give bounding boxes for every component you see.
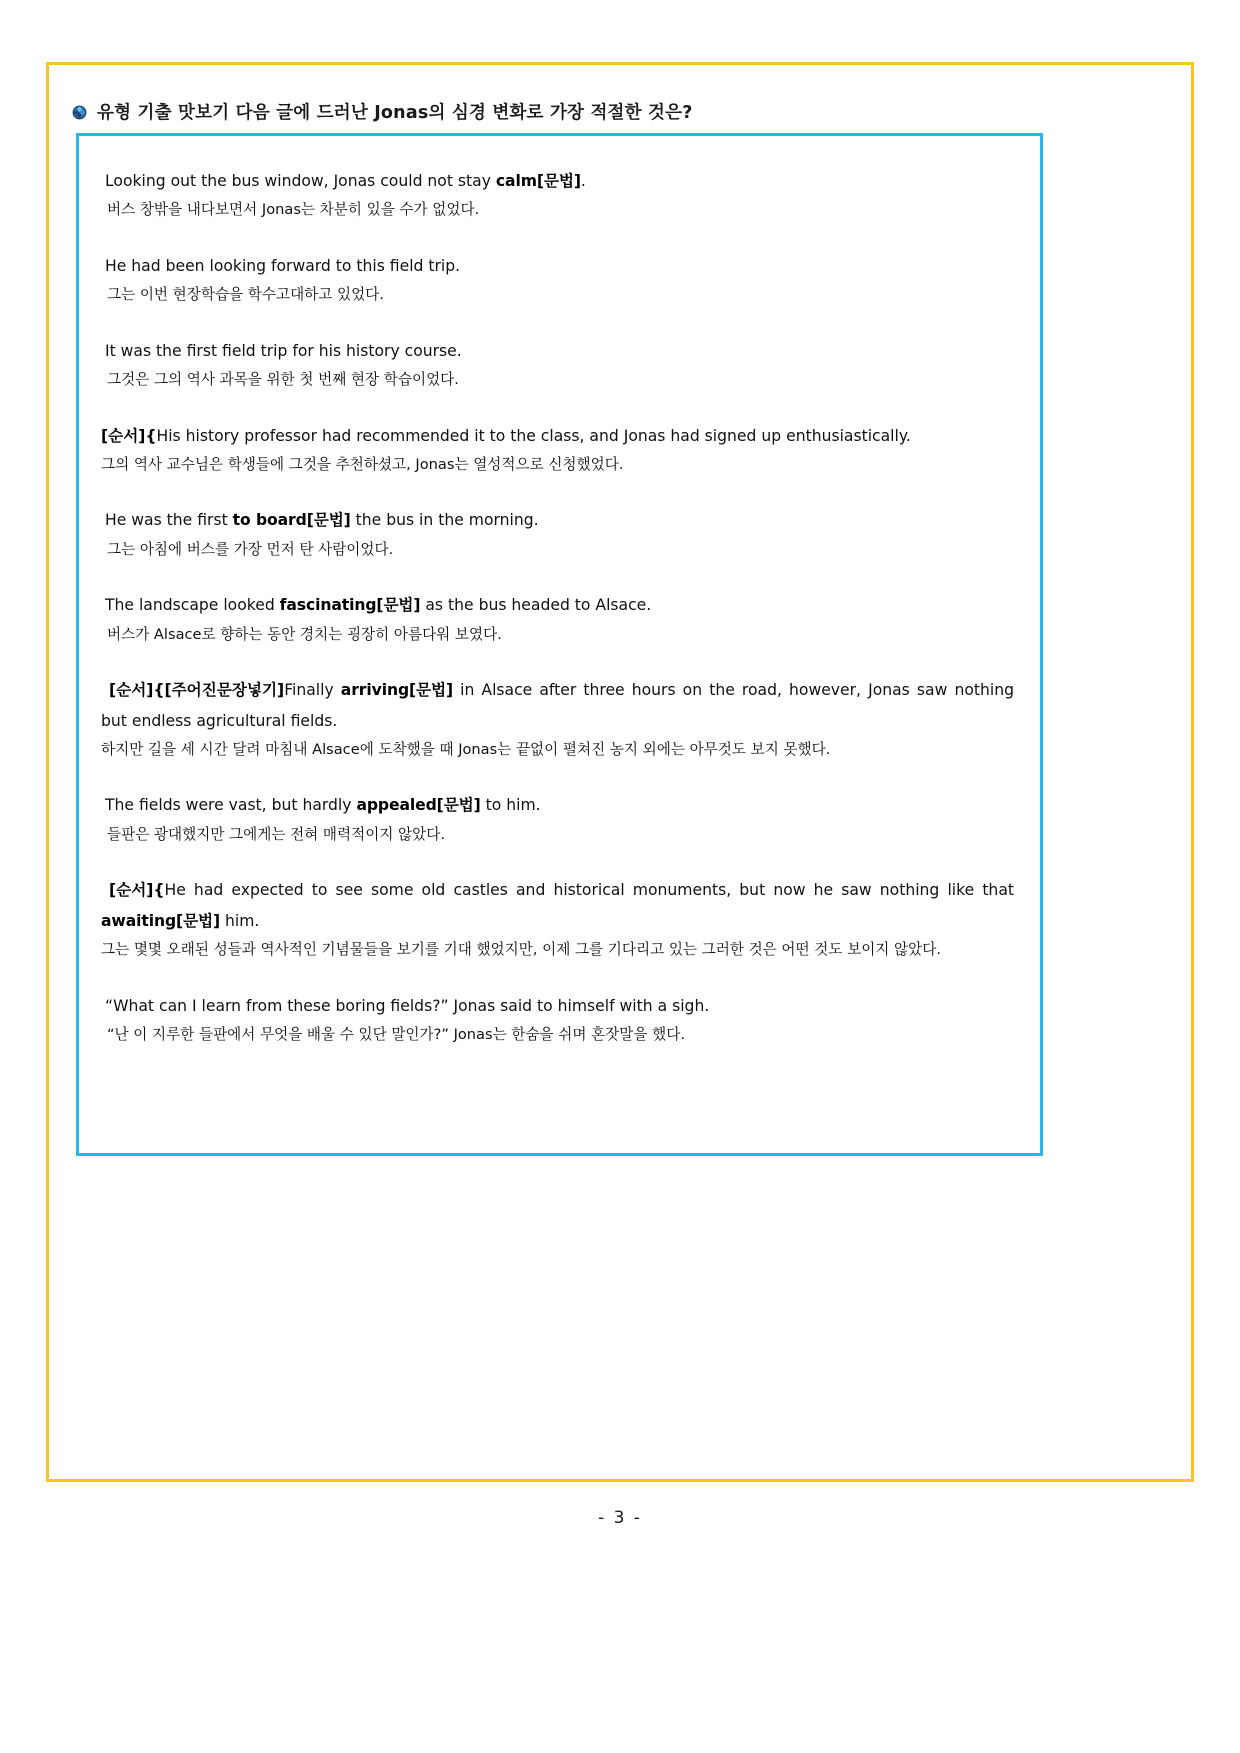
passage-paragraph [101, 590, 1014, 649]
grammar-keyword: appealed[문법] [356, 796, 481, 815]
page-number: - 3 - [598, 1508, 642, 1528]
paragraph-english [101, 166, 1014, 196]
paragraph-english [101, 336, 1014, 366]
english-pre: “What can I learn from these boring fields?” Jonas said to himself with a sigh. [105, 996, 710, 1015]
paragraph-korean: 그는 몇몇 오래된 성들과 역사적인 기념물들을 보기를 기대 했었지만, 이제 그를 기다리고 있는 그러한 것은 어떤 것도 보이지 않았다. [101, 941, 941, 959]
passage-paragraph [101, 875, 1014, 964]
question-header [71, 99, 693, 124]
paragraph-korean: 버스가 Alsace로 향하는 동안 경치는 굉장히 아름다워 보였다. [107, 625, 502, 643]
paragraph-korean: 하지만 길을 세 시간 달려 마침내 Alsace에 도착했을 때 Jonas는 끝없이 펼쳐진 농지 외에는 아무것도 보지 못했다. [101, 740, 831, 758]
grammar-keyword: calm[문법] [495, 172, 581, 190]
paragraph-korean: 그는 아침에 버스를 가장 먼저 탄 사람이었다. [107, 540, 394, 558]
paragraph-korean: 그의 역사 교수님은 학생들에 그것을 추천하셨고, Jonas는 열성적으로 신청했었다. [101, 455, 624, 473]
paragraph-korean: 그것은 그의 역사 과목을 위한 첫 번째 현장 학습이었다. [107, 371, 459, 389]
english-pre: He had expected to see some old castles and historical monuments, but now he saw nothing like that [164, 881, 1014, 900]
passage-paragraph [101, 675, 1014, 764]
paragraph-korean: “난 이 지루한 들판에서 무엇을 배울 수 있단 말인가?” Jonas는 한숨을 쉬며 혼잣말을 했다. [107, 1025, 685, 1043]
seq-tag: [순서]{ [109, 881, 165, 900]
english-pre: The fields were vast, but hardly [105, 796, 357, 815]
page-frame [46, 62, 1194, 1482]
english-post: in Alsace after three hours on the road, however, Jonas saw nothing but endless agricultural fields. [101, 681, 1014, 730]
paragraph-korean: 버스 창밖을 내다보면서 Jonas는 차분히 있을 수가 없었다. [107, 201, 480, 219]
english-pre: He had been looking forward to this field trip. [105, 256, 461, 275]
english-pre: It was the first field trip for his history course. [105, 341, 462, 360]
passage-paragraph [101, 991, 1014, 1050]
paragraph-korean: 그는 이번 현장학습을 학수고대하고 있었다. [107, 286, 384, 304]
passage-box [76, 133, 1043, 1156]
english-pre: The landscape looked [105, 596, 280, 615]
passage-paragraph [101, 336, 1014, 395]
paragraph-english [101, 421, 1014, 451]
globe-bullet-icon [71, 104, 88, 121]
question-title: 유형 기출 맛보기 다음 글에 드러난 Jonas의 심경 변화로 가장 적절한 것은? [97, 103, 693, 123]
english-post: him. [220, 911, 260, 930]
seq-tag: [순서]{ [101, 426, 157, 445]
english-pre: Finally [284, 681, 341, 700]
english-pre: He was the first [105, 511, 233, 530]
passage-paragraph [101, 421, 1014, 480]
passage-paragraph [101, 251, 1014, 310]
english-post: . [580, 172, 586, 190]
passage-paragraph [101, 790, 1014, 849]
seq-tag: [순서]{[주어진문장넣기] [109, 681, 285, 700]
paragraph-english [101, 251, 1014, 281]
passage-paragraph [101, 166, 1014, 225]
passage-paragraph [101, 505, 1014, 564]
english-pre: Looking out the bus window, Jonas could not stay [105, 172, 496, 190]
grammar-keyword: arriving[문법] [340, 681, 453, 700]
paragraph-english [101, 675, 1014, 736]
paragraph-english [101, 991, 1014, 1021]
paragraph-english [101, 505, 1014, 535]
english-post: the bus in the morning. [350, 511, 539, 530]
paragraph-english [101, 790, 1014, 820]
english-pre: His history professor had recommended it to the class, and Jonas had signed up enthusiastically. [156, 426, 911, 445]
grammar-keyword: awaiting[문법] [101, 911, 221, 930]
grammar-keyword: fascinating[문법] [279, 596, 421, 615]
english-post: to him. [480, 796, 541, 815]
grammar-keyword: to board[문법] [232, 511, 351, 530]
paragraph-english [101, 875, 1014, 936]
paragraph-english [101, 590, 1014, 620]
paragraph-korean: 들판은 광대했지만 그에게는 전혀 매력적이지 않았다. [107, 825, 445, 843]
english-post: as the bus headed to Alsace. [420, 596, 652, 615]
